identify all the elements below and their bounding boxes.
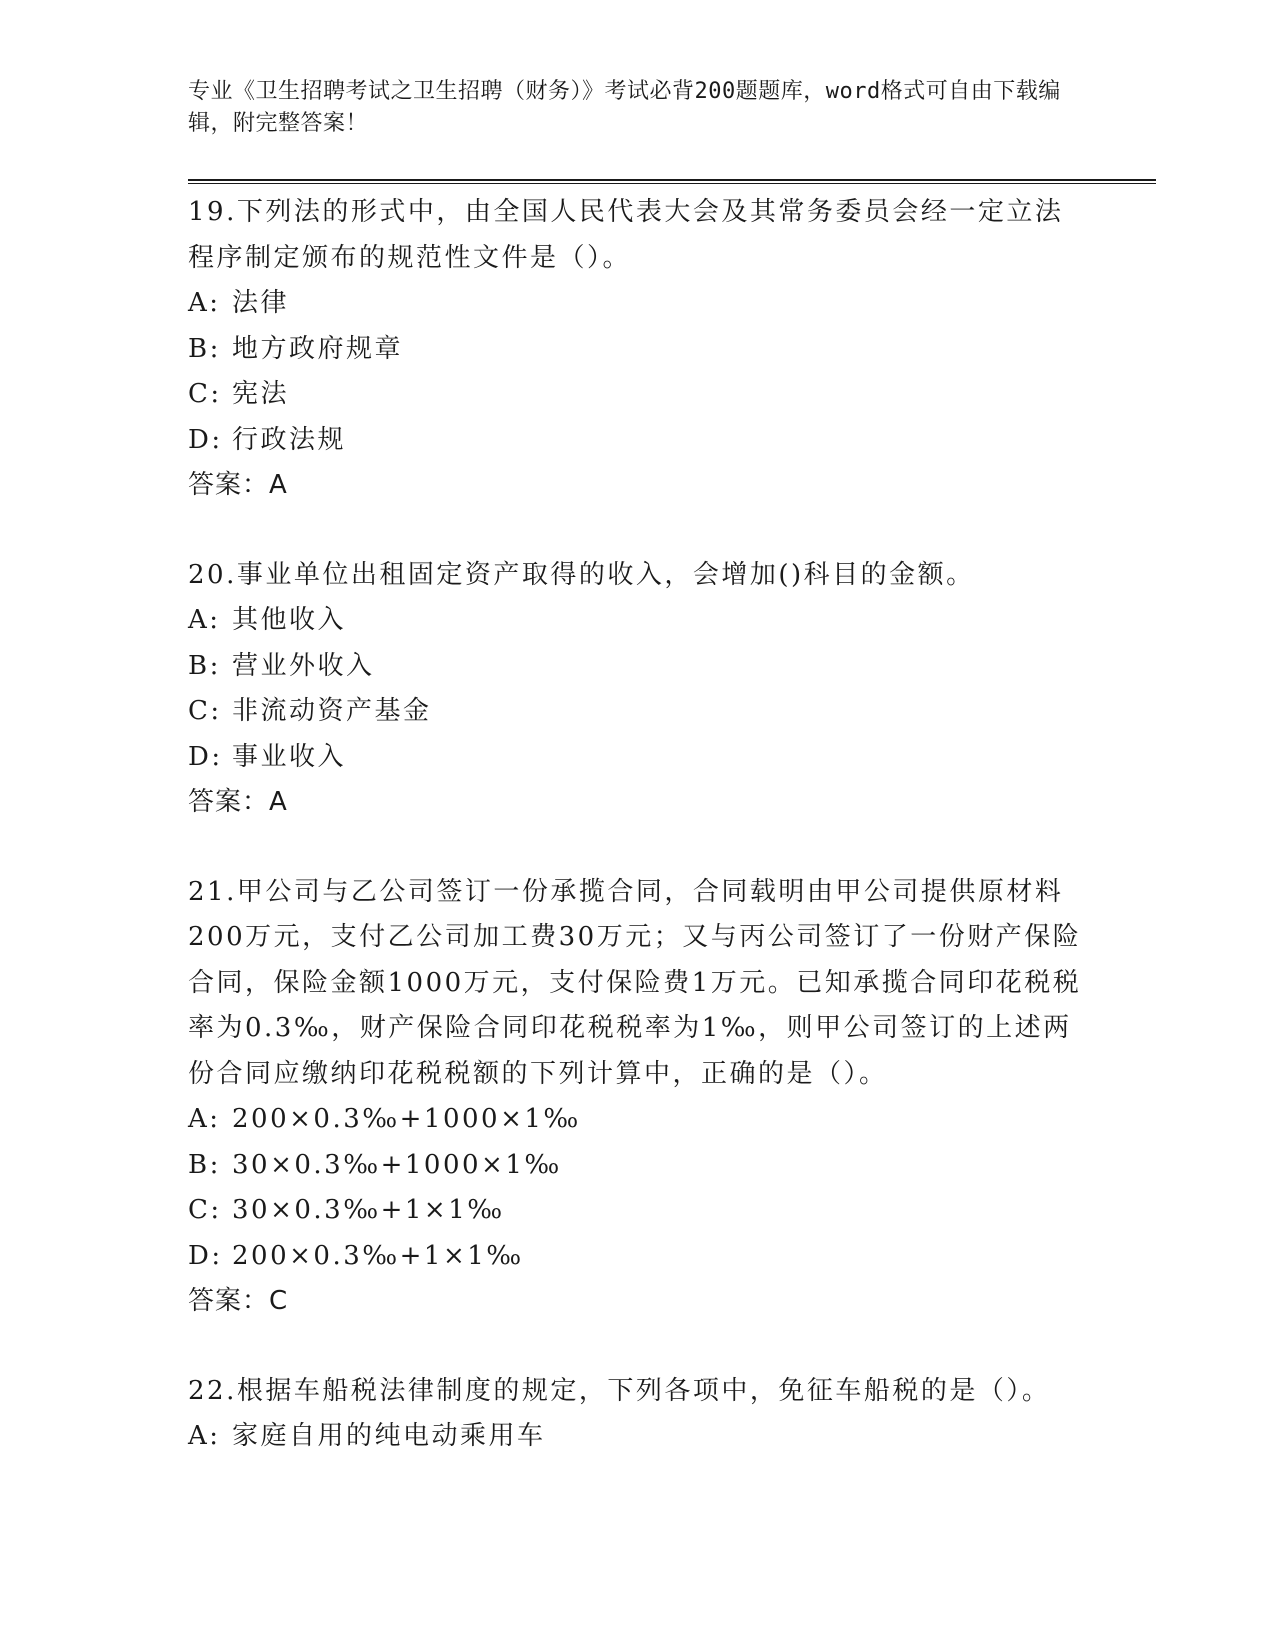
question-19 [188,190,1088,509]
option-text: 200×0.3‰+1×1‰ [232,1240,524,1271]
option-key: A: [188,605,221,635]
option-text: 其他收入 [232,605,347,635]
question-stem: 20.事业单位出租固定资产取得的收入，会增加()科目的金额。 [188,559,975,590]
question-stem: 21.甲公司与乙公司签订一份承揽合同，合同载明由甲公司提供原材料200万元，支付乙公司加工费30万元；又与丙公司签订了一份财产保险合同，保险金额1000万元，支付保险费1万元。已知承揽合同印花税税率为0.3‰，财产保险合同印花税税率为1‰，则甲公司签订的上述两份合同应缴纳印花税税额的下列计算中，正确的是（）。 [188,876,1082,1089]
option-list [188,598,1088,780]
option-text: 200×0.3‰+1000×1‰ [232,1104,581,1134]
option-key: D: [188,1240,223,1271]
option-text: 法律 [232,288,290,318]
answer-line: 答案：C [188,1286,289,1316]
option-d [188,418,1088,464]
option-a [188,1097,1088,1143]
question-20 [188,553,1088,826]
option-text: 家庭自用的纯电动乘用车 [232,1421,546,1451]
option-a [188,598,1088,644]
option-key: C: [188,696,222,726]
option-text: 宪法 [232,379,290,409]
page-header-text: 专业《卫生招聘考试之卫生招聘（财务）》考试必背200题题库，word格式可自由下载编辑，附完整答案！ [188,79,1061,136]
option-b [188,327,1088,373]
option-b [188,1143,1088,1189]
option-list [188,1414,1088,1460]
option-text: 非流动资产基金 [232,696,432,726]
option-text: 30×0.3‰+1000×1‰ [232,1149,562,1180]
option-a [188,1414,1088,1460]
question-21 [188,870,1088,1325]
question-list [188,190,1088,1504]
answer-line: 答案：A [188,787,288,817]
option-key: B: [188,333,221,364]
option-key: D: [188,741,223,772]
option-text: 30×0.3‰+1×1‰ [232,1195,505,1225]
option-d [188,735,1088,781]
option-text: 营业外收入 [232,650,375,681]
option-d [188,1234,1088,1280]
option-key: B: [188,1149,221,1180]
option-a [188,281,1088,327]
option-key: A: [188,1421,221,1451]
answer-line: 答案：A [188,470,288,500]
question-stem: 19.下列法的形式中，由全国人民代表大会及其常务委员会经一定立法程序制定颁布的规范性文件是（）。 [188,197,1064,273]
option-c [188,1188,1088,1234]
question-22 [188,1369,1088,1460]
option-c [188,372,1088,418]
option-text: 事业收入 [232,741,347,772]
option-c [188,689,1088,735]
option-key: B: [188,650,221,681]
option-text: 地方政府规章 [232,333,404,364]
option-text: 行政法规 [232,424,347,455]
option-key: C: [188,379,222,409]
option-key: C: [188,1195,222,1225]
option-list [188,1097,1088,1279]
option-key: A: [188,288,221,318]
option-key: D: [188,424,223,455]
option-list [188,281,1088,463]
header-divider [188,179,1156,184]
option-b [188,644,1088,690]
option-key: A: [188,1104,221,1134]
question-stem: 22.根据车船税法律制度的规定，下列各项中，免征车船税的是（）。 [188,1375,1051,1406]
